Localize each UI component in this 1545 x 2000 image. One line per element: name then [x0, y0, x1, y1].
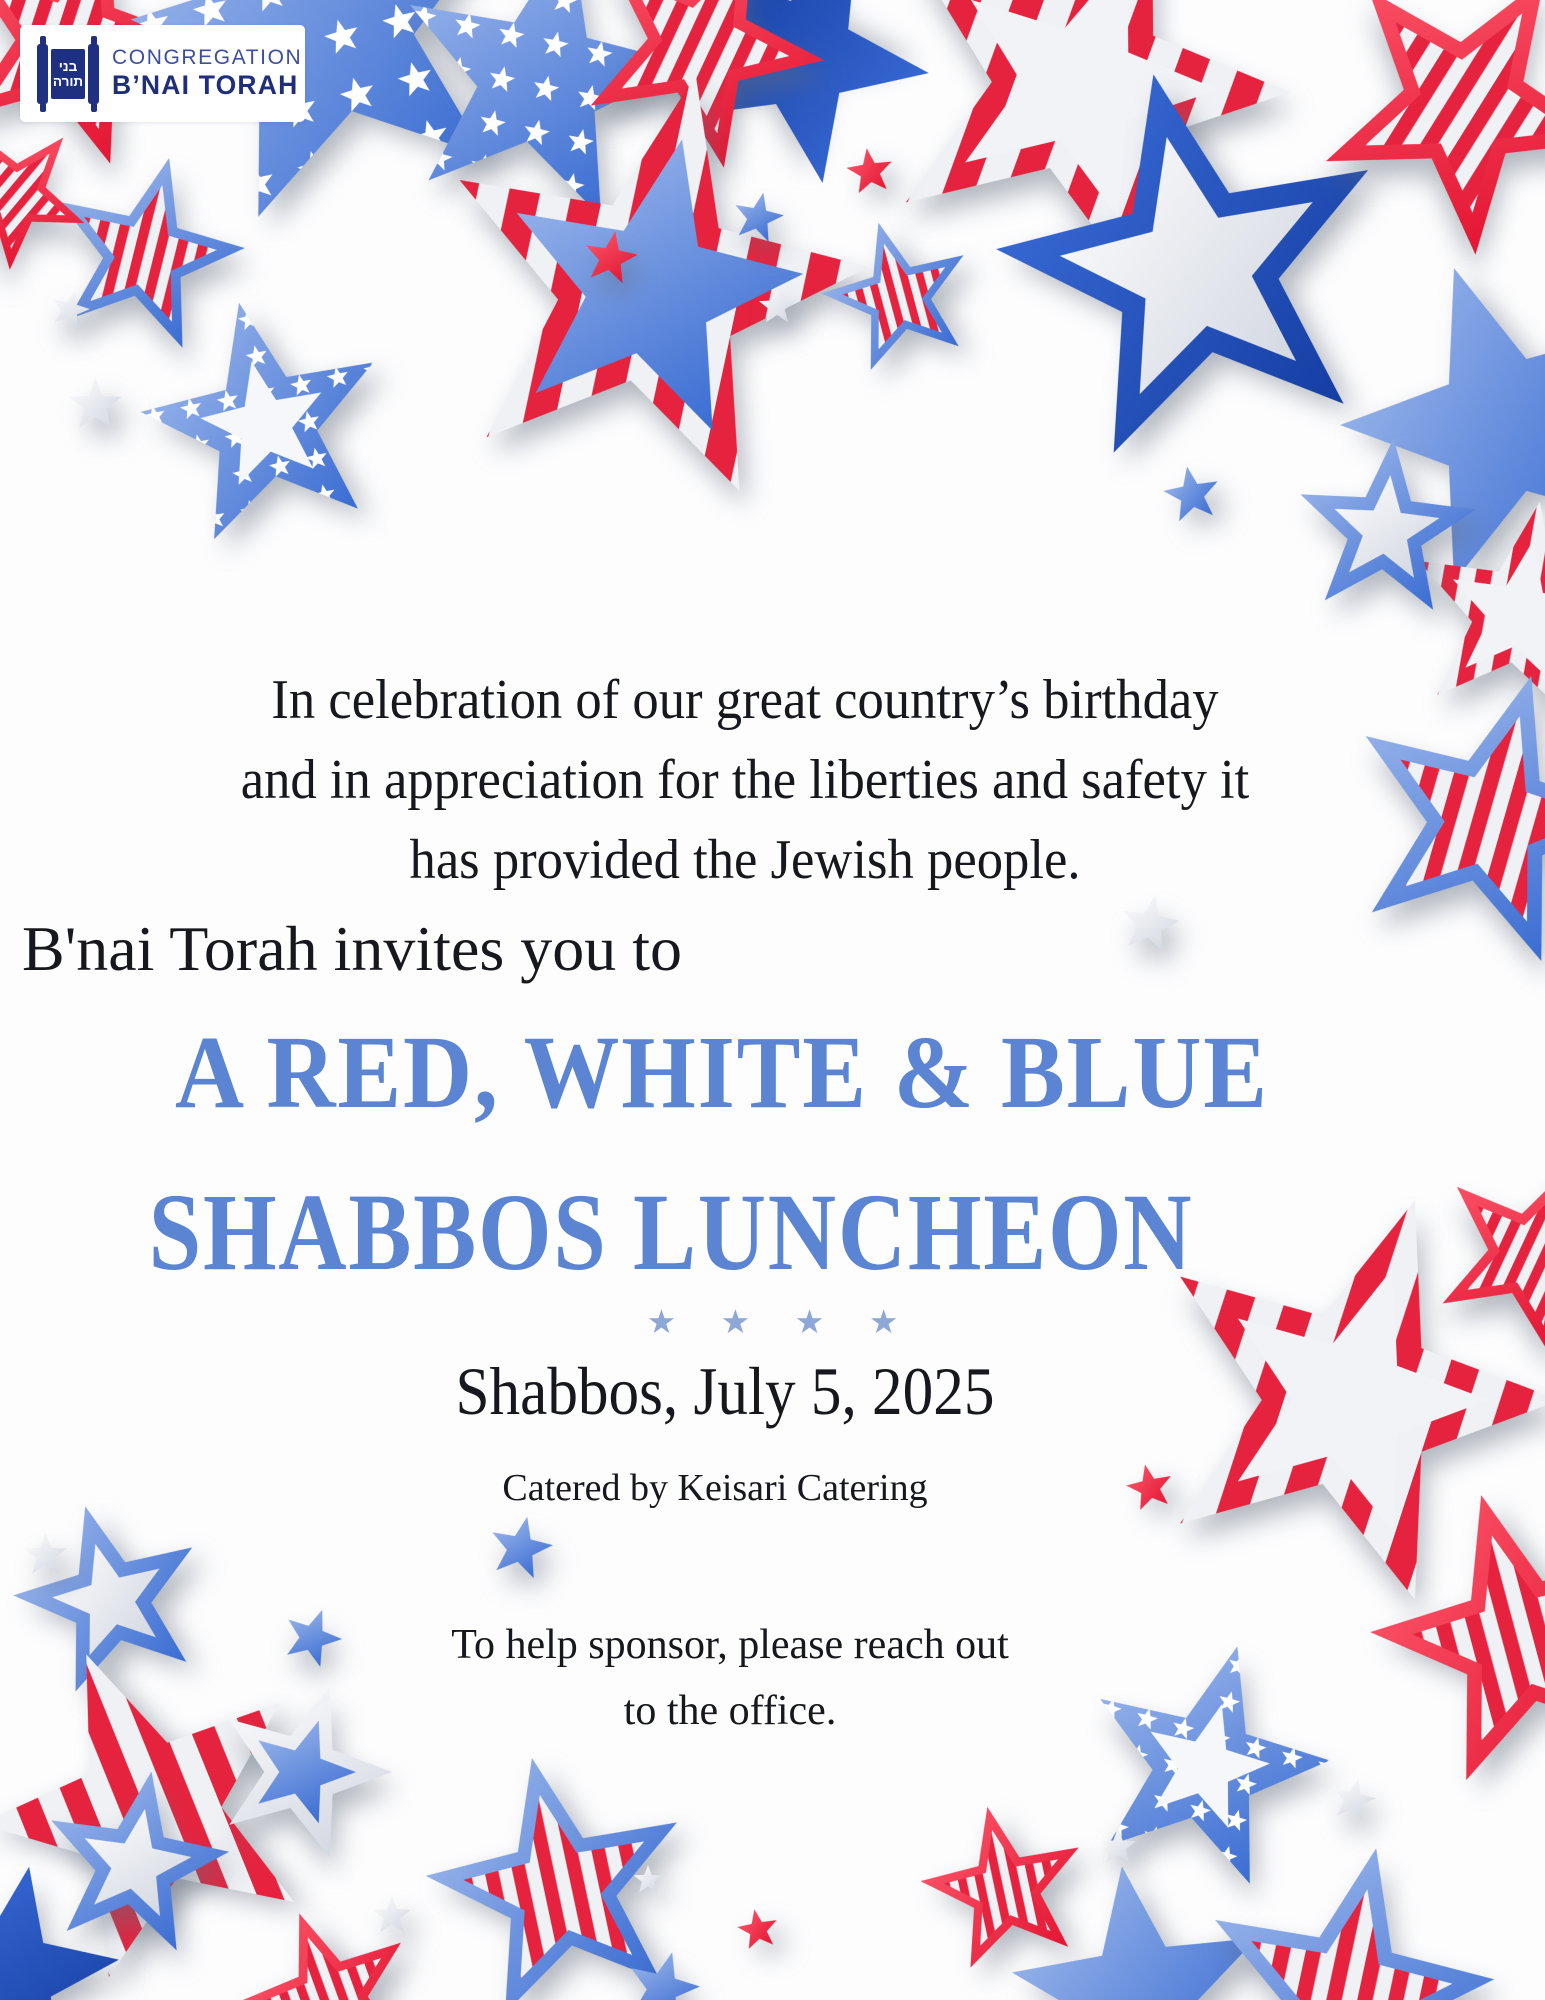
sponsor-note-line1: To help sponsor, please reach out	[451, 1622, 1009, 1668]
logo-org-line2: B’NAI TORAH	[112, 70, 299, 101]
star-decoration	[758, 288, 796, 326]
torah-roller-left	[37, 44, 48, 104]
intro-paragraph	[20, 660, 1470, 900]
star-decoration	[843, 145, 897, 199]
sponsor-note-line2: to the office.	[623, 1688, 837, 1734]
star-decoration	[481, 1509, 558, 1586]
congregation-logo	[20, 25, 305, 122]
catering-credit: Catered by Keisari Catering	[502, 1467, 928, 1509]
intro-line-3: has provided the Jewish people.	[409, 829, 1081, 891]
event-date: Shabbos, July 5, 2025	[455, 1353, 995, 1429]
torah-roller-right	[88, 44, 99, 104]
torah-scroll-icon	[36, 37, 100, 111]
star-decoration	[23, 1533, 68, 1578]
logo-wordmark	[112, 47, 302, 100]
star-decoration	[633, 1865, 663, 1895]
star-divider: ★ ★ ★ ★	[646, 1302, 916, 1341]
intro-line-1: In celebration of our great country’s birthday	[271, 669, 1219, 731]
star-decoration	[68, 378, 123, 433]
logo-hebrew-line2: תורה	[52, 73, 84, 89]
star-decoration	[578, 226, 642, 290]
torah-parchment	[51, 49, 85, 99]
star-decoration	[1158, 461, 1225, 528]
star-decoration	[727, 187, 789, 249]
event-title-line2: SHABBOS LUNCHEON	[148, 1171, 1194, 1293]
sponsor-note	[0, 1612, 1460, 1744]
star-decoration	[1326, 1773, 1379, 1826]
star-decoration	[117, 277, 414, 574]
logo-org-line1: CONGREGATION	[112, 46, 303, 70]
star-decoration	[1285, 430, 1485, 630]
logo-hebrew-line1: בני	[58, 58, 78, 74]
star-decoration	[1099, 1828, 1137, 1866]
intro-line-2: and in appreciation for the liberties and safety it	[240, 749, 1250, 811]
invite-line: B'nai Torah invites you to	[22, 913, 683, 984]
star-decoration	[734, 1906, 783, 1955]
event-title-line1: A RED, WHITE & BLUE	[175, 1015, 1269, 1130]
